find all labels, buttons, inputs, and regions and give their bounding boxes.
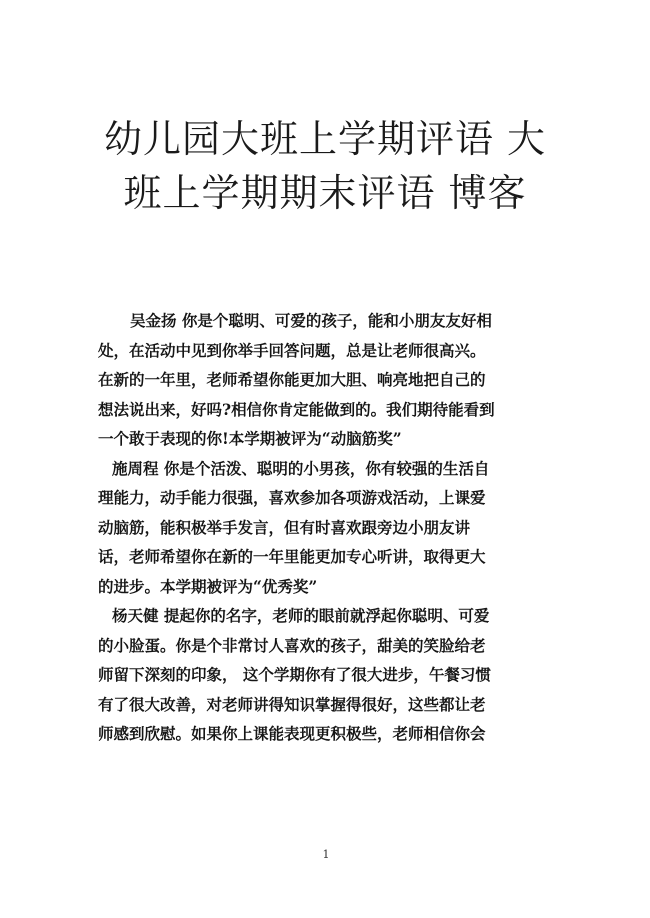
paragraph-line: 杨天健 提起你的名字，老师的眼前就浮起你聪明、可爱 (112, 606, 490, 625)
comment-entry-yang-tianjian (98, 601, 556, 749)
paragraph-line: 话，老师希望你在新的一年里能更加专心听讲，取得更大 (98, 547, 486, 566)
paragraph-line: 理能力，动手能力很强，喜欢参加各项游戏活动，上课爱 (98, 488, 486, 507)
page-number: 1 (322, 848, 330, 861)
paragraph-line: 吴金扬 你是个聪明、可爱的孩子，能和小朋友友好相 (130, 311, 492, 330)
paragraph-line: 想法说出来，好吗?相信你肯定能做到的。我们期待能看到 (98, 399, 495, 419)
paragraph-line: 处，在活动中见到你举手回答问题，总是让老师很高兴。 (98, 340, 486, 360)
paragraph-line: 有了很大改善，对老师讲得知识掌握得很好，这些都让老 (98, 694, 486, 714)
title-line: 班上学期期末评语 博客 (123, 171, 527, 215)
paragraph-line: 施周程 你是个活泼、聪明的小男孩，你有较强的生活自 (112, 458, 490, 478)
document-title (70, 112, 580, 220)
paragraph-line: 师留下深刻的印象， 这个学期你有了很大进步，午餐习惯 (98, 665, 491, 684)
paragraph-line: 在新的一年里，老师希望你能更加大胆、响亮地把自己的 (98, 370, 486, 389)
title-line: 幼儿园大班上学期评语 大 (103, 117, 547, 161)
document-body (98, 306, 556, 749)
comment-entry-shi-zhoucheng (98, 454, 556, 602)
paragraph-line: 动脑筋，能积极举手发言，但有时喜欢跟旁边小朋友讲 (98, 517, 471, 537)
comment-entry-wu-jinyang (98, 306, 556, 454)
paragraph-line: 的进步。本学期被评为“优秀奖” (98, 576, 318, 596)
paragraph-line: 一个敢于表现的你!本学期被评为“动脑筋奖” (98, 429, 402, 448)
paragraph-line: 师感到欣慰。如果你上课能表现更积极些，老师相信你会 (98, 724, 486, 743)
paragraph-line: 的小脸蛋。你是个非常讨人喜欢的孩子，甜美的笑脸给老 (98, 635, 486, 655)
